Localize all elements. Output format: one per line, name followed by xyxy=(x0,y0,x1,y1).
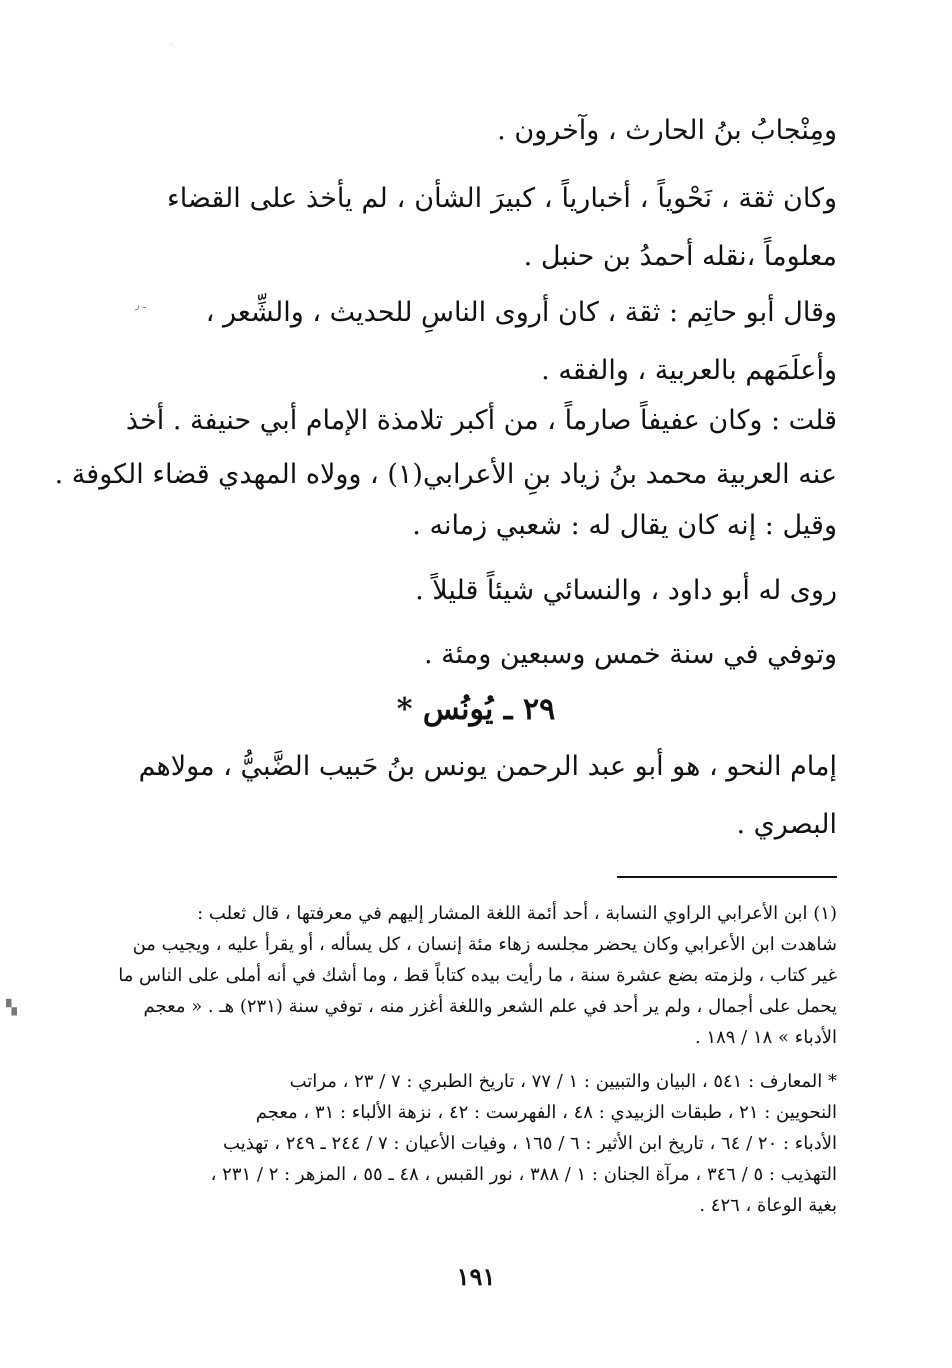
text-line: البصري . xyxy=(736,809,837,840)
text-line: وكان ثقة ، نَحْوياً ، أخبارياً ، كبيرَ الشأن ، لم يأخذ على القضاء xyxy=(167,183,837,214)
footnote-1 xyxy=(118,898,837,1053)
text-line: روى له أبو داود ، والنسائي شيئاً قليلاً . xyxy=(415,575,837,606)
footnote-line: شاهدت ابن الأعرابي وكان يحضر مجلسه زهاء مئة إنسان ، كل يسأله ، أو يقرأ عليه ، ويجيب من xyxy=(132,934,837,955)
text-line: وقيل : إنه كان يقال له : شعبي زمانه . xyxy=(412,510,837,541)
scan-speck: ▚ xyxy=(6,1000,17,1016)
footnote-line: غير كتاب ، ولزمته بضع عشرة سنة ، ما رأيت بيده كتاباً قط ، وما أشك في أنه أملى على الناس ما xyxy=(118,965,837,986)
text-line: وأعلَمَهم بالعربية ، والفقه . xyxy=(541,355,837,386)
paragraph-6 xyxy=(167,626,837,684)
footnote-sources xyxy=(167,1066,837,1221)
paragraph-4 xyxy=(54,392,837,552)
page-number: ١٩١ xyxy=(456,1262,496,1291)
footnote-line: الأدباء : ٢٠ / ٦٤ ، تاريخ ابن الأثير : ٦ / ١٦٥ ، وفيات الأعيان : ٧ / ٢٤٤ ـ ٢٤٩ ، تهذيب xyxy=(223,1133,837,1154)
paragraph-1 xyxy=(167,102,837,160)
footnote-line: (١) ابن الأعرابي الراوي النسابة ، أحد أئمة اللغة المشار إليهم في معرفتها ، قال ثعلب : xyxy=(197,903,837,924)
paragraph-2 xyxy=(167,170,837,286)
text-line: عنه العربية محمد بنُ زياد بنِ الأعرابي(١) ، وولاه المهدي قضاء الكوفة . xyxy=(54,459,837,490)
footnote-line: * المعارف : ٥٤١ ، البيان والتبيين : ١ / ٧٧ ، تاريخ الطبري : ٧ / ٢٣ ، مراتب xyxy=(289,1071,837,1092)
paragraph-3 xyxy=(167,284,837,400)
entry-paragraph xyxy=(138,738,837,854)
footnote-line: النحويين : ٢١ ، طبقات الزبيدي : ٤٨ ، الفهرست : ٤٢ ، نزهة الألباء : ٣١ ، معجم xyxy=(255,1102,837,1123)
scan-speck: ـ ر xyxy=(135,300,146,311)
entry-heading: ٢٩ ـ يُونُس * xyxy=(396,692,556,727)
scan-speck: · xyxy=(170,42,172,49)
footnote-line: الأدباء » ١٨ / ١٨٩ . xyxy=(694,1027,837,1048)
text-line: ومِنْجابُ بنُ الحارث ، وآخرون . xyxy=(497,115,837,146)
footnote-line: التهذيب : ٥ / ٣٤٦ ، مرآة الجنان : ١ / ٣٨٨ ، نور القبس ، ٤٨ ـ ٥٥ ، المزهر : ٢ / ٢٣١ ، xyxy=(210,1164,837,1185)
text-line: إمام النحو ، هو أبو عبد الرحمن يونس بنُ حَبيب الضَّبيُّ ، مولاهم xyxy=(138,751,837,782)
footnote-separator xyxy=(617,876,837,878)
footnote-line: بغية الوعاة ، ٤٢٦ . xyxy=(699,1195,837,1216)
paragraph-5 xyxy=(167,562,837,620)
footnote-line: يحمل على أجمال ، ولم ير أحد في علم الشعر واللغة أغزر منه ، توفي سنة (٢٣١) هـ . « معجم xyxy=(143,996,837,1017)
text-line: قلت : وكان عفيفاً صارماً ، من أكبر تلامذة الإمام أبي حنيفة . أخذ xyxy=(125,405,837,436)
text-line: وقال أبو حاتِم : ثقة ، كان أروى الناسِ للحديث ، والشِّعر ، xyxy=(205,297,837,328)
text-line: وتوفي في سنة خمس وسبعين ومئة . xyxy=(423,639,837,670)
text-line: معلوماً ،نقله أحمدُ بن حنبل . xyxy=(523,241,837,272)
